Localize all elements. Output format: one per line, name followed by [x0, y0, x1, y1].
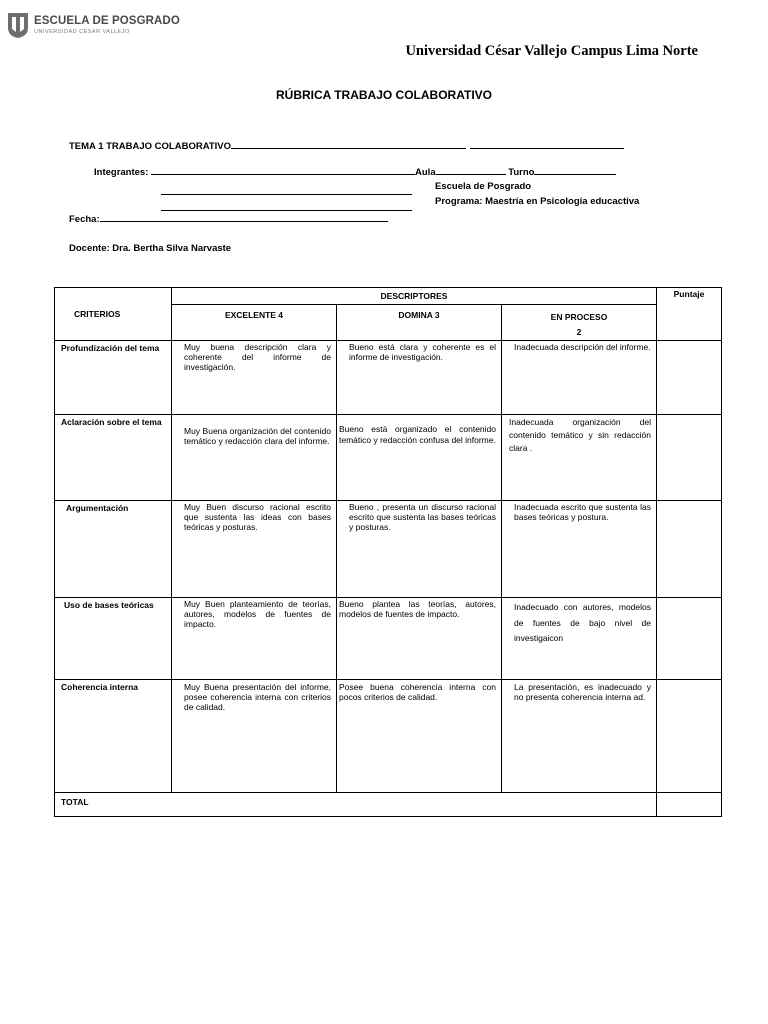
descriptores-header: DESCRIPTORES: [172, 288, 657, 305]
escuela-posgrado-logo: [7, 12, 180, 42]
university-heading: Universidad César Vallejo Campus Lima Norte: [405, 43, 698, 59]
table-row: [55, 598, 722, 680]
logo-subtitle: UNIVERSIDAD CÉSAR VALLEJO: [34, 29, 130, 35]
table-row: [55, 341, 722, 415]
excelente-cell: Muy Buena presentación del informe, posee coherencia interna con criterios de calidad.: [172, 680, 337, 793]
table-row: [55, 501, 722, 598]
puntaje-cell: [657, 598, 722, 680]
puntaje-cell: [657, 501, 722, 598]
puntaje-cell: [657, 341, 722, 415]
criterio-cell: Coherencia interna: [55, 680, 172, 793]
escuela-text: Escuela de Posgrado: [435, 181, 532, 192]
programa-text: Programa: Maestría en Psicología educactiva: [435, 196, 640, 207]
en-proceso-cell: La presentación, es inadecuado y no presenta coherencia interna ad.: [502, 680, 657, 793]
domina-cell: Posee buena coherencia interna con pocos criterios de calidad.: [337, 680, 502, 793]
aula-label: Aula: [415, 167, 436, 178]
level-domina: DOMINA 3: [337, 305, 502, 341]
docente-text: Docente: Dra. Bertha Silva Narvaste: [69, 243, 232, 254]
level-en-proceso-label: EN PROCESO: [550, 312, 608, 322]
fecha-label: Fecha:: [69, 214, 100, 225]
total-label: TOTAL: [55, 793, 657, 817]
puntaje-cell: [657, 415, 722, 501]
domina-cell: Bueno , presenta un discurso racional escrito que sustenta las bases teóricas y posturas.: [337, 501, 502, 598]
tema-label: TEMA 1 TRABAJO COLABORATIVO: [69, 141, 232, 152]
tema-line: [231, 139, 466, 149]
domina-cell: Bueno está organizado el contenido temático y redacción confusa del informe.: [337, 415, 502, 501]
total-puntaje-cell: [657, 793, 722, 817]
puntaje-header: Puntaje: [657, 288, 722, 341]
level-en-proceso-score: 2: [576, 327, 582, 337]
fecha-line: [100, 212, 388, 222]
document-title: RÚBRICA TRABAJO COLABORATIVO: [276, 88, 492, 102]
puntaje-cell: [657, 680, 722, 793]
criterio-cell: Profundización del tema: [55, 341, 172, 415]
tema-field: [69, 139, 624, 152]
criterio-cell: Aclaración sobre el tema: [55, 415, 172, 501]
level-en-proceso: [502, 305, 657, 341]
logo-title: ESCUELA DE POSGRADO: [34, 15, 180, 27]
table-header-row: [55, 288, 722, 305]
shield-icon: [7, 12, 29, 39]
criterio-cell: Uso de bases teóricas: [55, 598, 172, 680]
excelente-cell: Muy buena descripción clara y coherente del informe de investigación.: [172, 341, 337, 415]
integrantes-line-1: [151, 165, 415, 175]
en-proceso-cell: Inadecuado con autores, modelos de fuentes de bajo nivel de investigaicon: [502, 598, 657, 680]
en-proceso-cell: Inadecuada organización del contenido temático y sin redacción clara .: [502, 415, 657, 501]
rubric-table: [54, 287, 722, 817]
en-proceso-cell: Inadecuada descripción del informe.: [502, 341, 657, 415]
turno-label: Turno: [508, 167, 535, 178]
excelente-cell: Muy Buen planteamiento de teorías, autores, modelos de fuentes de impacto.: [172, 598, 337, 680]
fecha-field: [69, 212, 388, 225]
integrantes-label: Integrantes:: [94, 167, 149, 178]
domina-cell: Bueno plantea las teorías, autores, modelos de fuentes de impacto.: [337, 598, 502, 680]
criterio-cell: Argumentación: [55, 501, 172, 598]
aula-line: [436, 165, 506, 175]
integrantes-field: [94, 165, 616, 178]
level-excelente: EXCELENTE 4: [172, 305, 337, 341]
table-row: [55, 680, 722, 793]
tema-line-2: [470, 139, 624, 149]
total-row: [55, 793, 722, 817]
table-row: [55, 415, 722, 501]
excelente-cell: Muy Buena organización del contenido temático y redacción clara del informe.: [172, 415, 337, 501]
criterios-header: CRITERIOS: [55, 288, 172, 341]
domina-cell: Bueno está clara y coherente es el informe de investigación.: [337, 341, 502, 415]
excelente-cell: Muy Buen discurso racional escrito que sustenta las ideas con bases teóricas y posturas.: [172, 501, 337, 598]
en-proceso-cell: Inadecuada escrito que sustenta las bases teóricas y postura.: [502, 501, 657, 598]
turno-line: [534, 165, 616, 175]
